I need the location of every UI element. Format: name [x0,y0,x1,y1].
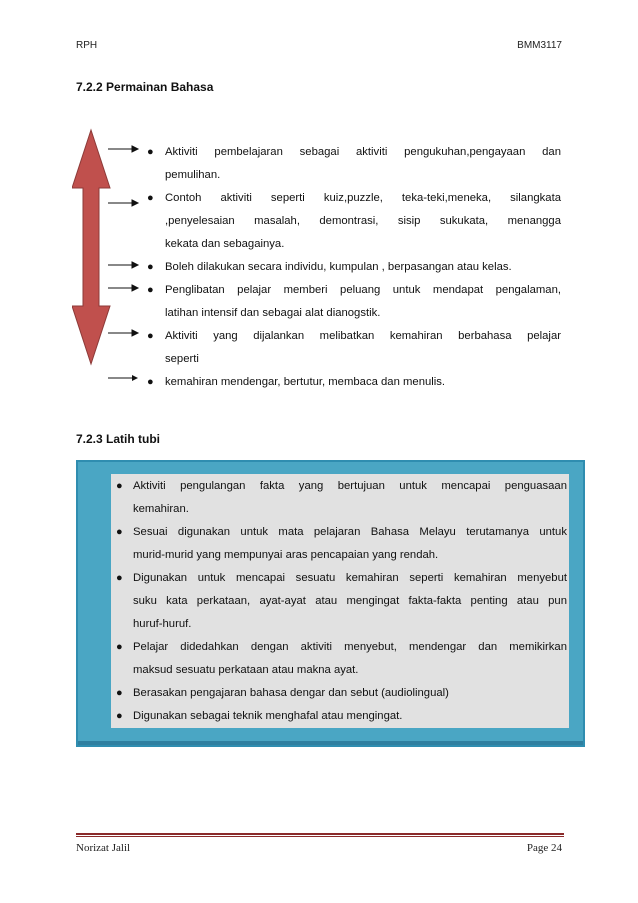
list-item-line: pemulihan. [165,169,221,181]
list-item-line: maksud sesuatu perkataan atau makna ayat. [133,664,359,676]
header-right: BMM3117 [517,40,562,51]
list-item [145,141,561,187]
list-item-line: Boleh dilakukan secara individu, kumpulan , berpasangan atau kelas. [165,261,512,273]
list-item-line: Digunakan sebagai teknik menghafal atau mengingat. [133,710,403,722]
list-item-line: Digunakan untuk mencapai sesuatu kemahiran seperti kemahiran menyebut [133,572,567,584]
list-item [111,636,569,682]
list-item-line: Penglibatan pelajar memberi peluang untuk mendapat pengalaman, [165,284,561,296]
list-item-line: kemahiran mendengar, bertutur, membaca dan menulis. [165,376,446,388]
footer-rule-thin [76,836,564,837]
section-heading-latih-tubi: 7.2.3 Latih tubi [76,432,161,446]
double-arrow-graphic [72,128,142,368]
list-item-line: Aktiviti pembelajaran sebagai aktiviti pengukuhan,pengayaan dan [165,146,561,158]
bullet-icon: ● [116,710,123,722]
bullet-icon: ● [116,572,123,584]
bullet-icon: ● [147,146,154,158]
permainan-bahasa-list [145,141,561,394]
list-item [145,325,561,371]
list-item-line: ,penyelesaian masalah, demontrasi, sisip sukukata, menangga [165,215,561,227]
footer-author: Norizat Jalil [76,842,131,854]
bullet-icon: ● [147,261,154,273]
list-item-line: Sesuai digunakan untuk mata pelajaran Bahasa Melayu terutamanya untuk [133,526,567,538]
list-item-line: Aktiviti pengulangan fakta yang bertujuan untuk mencapai penguasaan [133,480,567,492]
list-item [145,256,561,279]
pointer-arrows [108,146,138,368]
page-number: Page 24 [526,842,562,854]
list-item-line: Aktiviti yang dijalankan melibatkan kemahiran berbahasa pelajar [165,330,561,342]
list-item [145,371,561,394]
list-item [111,475,569,521]
list-item-line: murid-murid yang mempunyai aras pencapaian yang rendah. [133,549,439,561]
list-item-line: kekata dan sebagainya. [165,238,285,250]
footer-rule [76,833,564,835]
list-item-line: latihan intensif dan sebagai alat dianogstik. [165,307,381,319]
list-item [145,279,561,325]
list-item [145,187,561,256]
list-item-line: seperti [165,353,199,365]
bullet-icon: ● [116,687,123,699]
list-item [111,521,569,567]
pointer-arrow-last [104,372,144,384]
bullet-icon: ● [147,330,154,342]
list-item-line: suku kata perkataan, ayat-ayat atau mengingat fakta-fakta penting atau pun [133,595,567,607]
list-item-line: kemahiran. [133,503,189,515]
bullet-icon: ● [116,480,123,492]
list-item [111,682,569,705]
section-heading-permainan-bahasa: 7.2.2 Permainan Bahasa [76,80,214,94]
bullet-icon: ● [147,376,154,388]
header-left: RPH [76,40,98,51]
list-item [111,705,569,728]
list-item [111,567,569,636]
latih-tubi-list [111,475,569,728]
bullet-icon: ● [147,192,154,204]
bullet-icon: ● [147,284,154,296]
double-arrow-shape [72,130,110,364]
list-item-line: Pelajar didedahkan dengan aktiviti menyebut, mendengar dan memikirkan [133,641,567,653]
list-item-line: huruf-huruf. [133,618,192,630]
list-item-line: Contoh aktiviti seperti kuiz,puzzle, teka-teki,meneka, silangkata [165,192,561,204]
list-item-line: Berasakan pengajaran bahasa dengar dan sebut (audiolingual) [133,687,449,699]
bullet-icon: ● [116,641,123,653]
bullet-icon: ● [116,526,123,538]
